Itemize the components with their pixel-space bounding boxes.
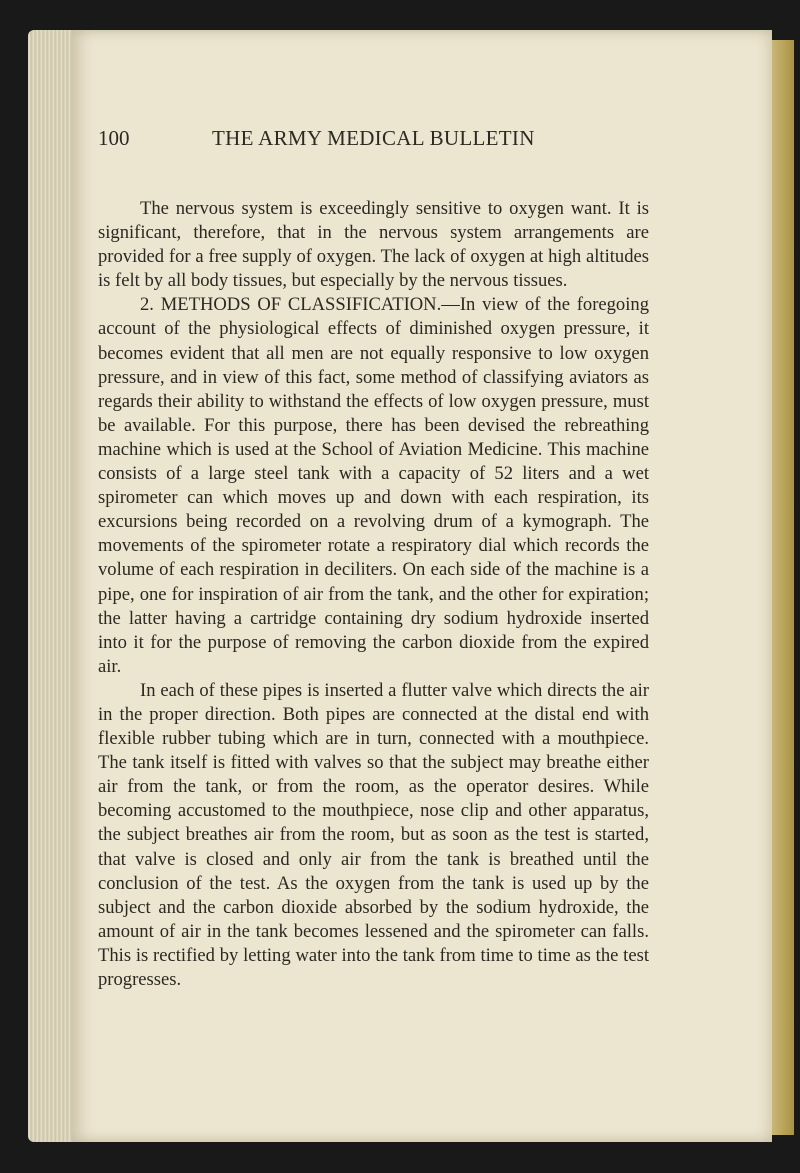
page-header: [98, 126, 628, 156]
facing-page-edge: [772, 40, 794, 1135]
paragraph: In each of these pipes is inserted a flutter valve which directs the air in the proper direction. Both pipes are connected at the distal end with flexible rubber tubing which are in turn, connected with a mouthpiece. The tank itself is fitted with valves so that the subject may breathe either air from the tank, or from the room, as the operator desires. While becoming accustomed to the mouthpiece, nose clip and other apparatus, the subject breathes air from the room, but as soon as the test is started, that valve is closed and only air from the tank is breathed until the conclusion of the test. As the oxygen from the tank is used up by the subject and the carbon dioxide absorbed by the sodium hydroxide, the amount of air in the tank becomes lessened and the spirometer can falls. This is rectified by letting water into the tank from time to time as the test progresses.: [98, 679, 649, 990]
paragraph: 2. METHODS OF CLASSIFICATION.—In view of the foregoing account of the physiological effects of diminished oxygen pressure, it becomes evident that all men are not equally responsive to low oxygen pressure, and in view of this fact, some method of classifying aviators as regards their ability to withstand the effects of low oxygen pressure, must be available. For this purpose, there has been devised the rebreathing machine which is used at the School of Aviation Medicine. This machine consists of a large steel tank with a capacity of 52 liters and a wet spirometer can which moves up and down with each respiration, its excursions being recorded on a revolving drum of a kymograph. The movements of the spirometer rotate a respiratory dial which records the volume of each respiration in deciliters. On each side of the machine is a pipe, one for inspiration of air from the tank, and the other for expiration; the latter having a cartridge containing dry sodium hydroxide inserted into it for the purpose of removing the carbon dioxide from the expired air.: [98, 294, 649, 677]
body-text: [98, 197, 649, 992]
running-title: THE ARMY MEDICAL BULLETIN: [212, 126, 535, 150]
page-number: 100: [98, 126, 130, 150]
paragraph: The nervous system is exceedingly sensitive to oxygen want. It is significant, therefore, that in the nervous system arrangements are provided for a free supply of oxygen. The lack of oxygen at high altitudes is felt by all body tissues, but especially by the nervous tissues.: [98, 198, 649, 292]
